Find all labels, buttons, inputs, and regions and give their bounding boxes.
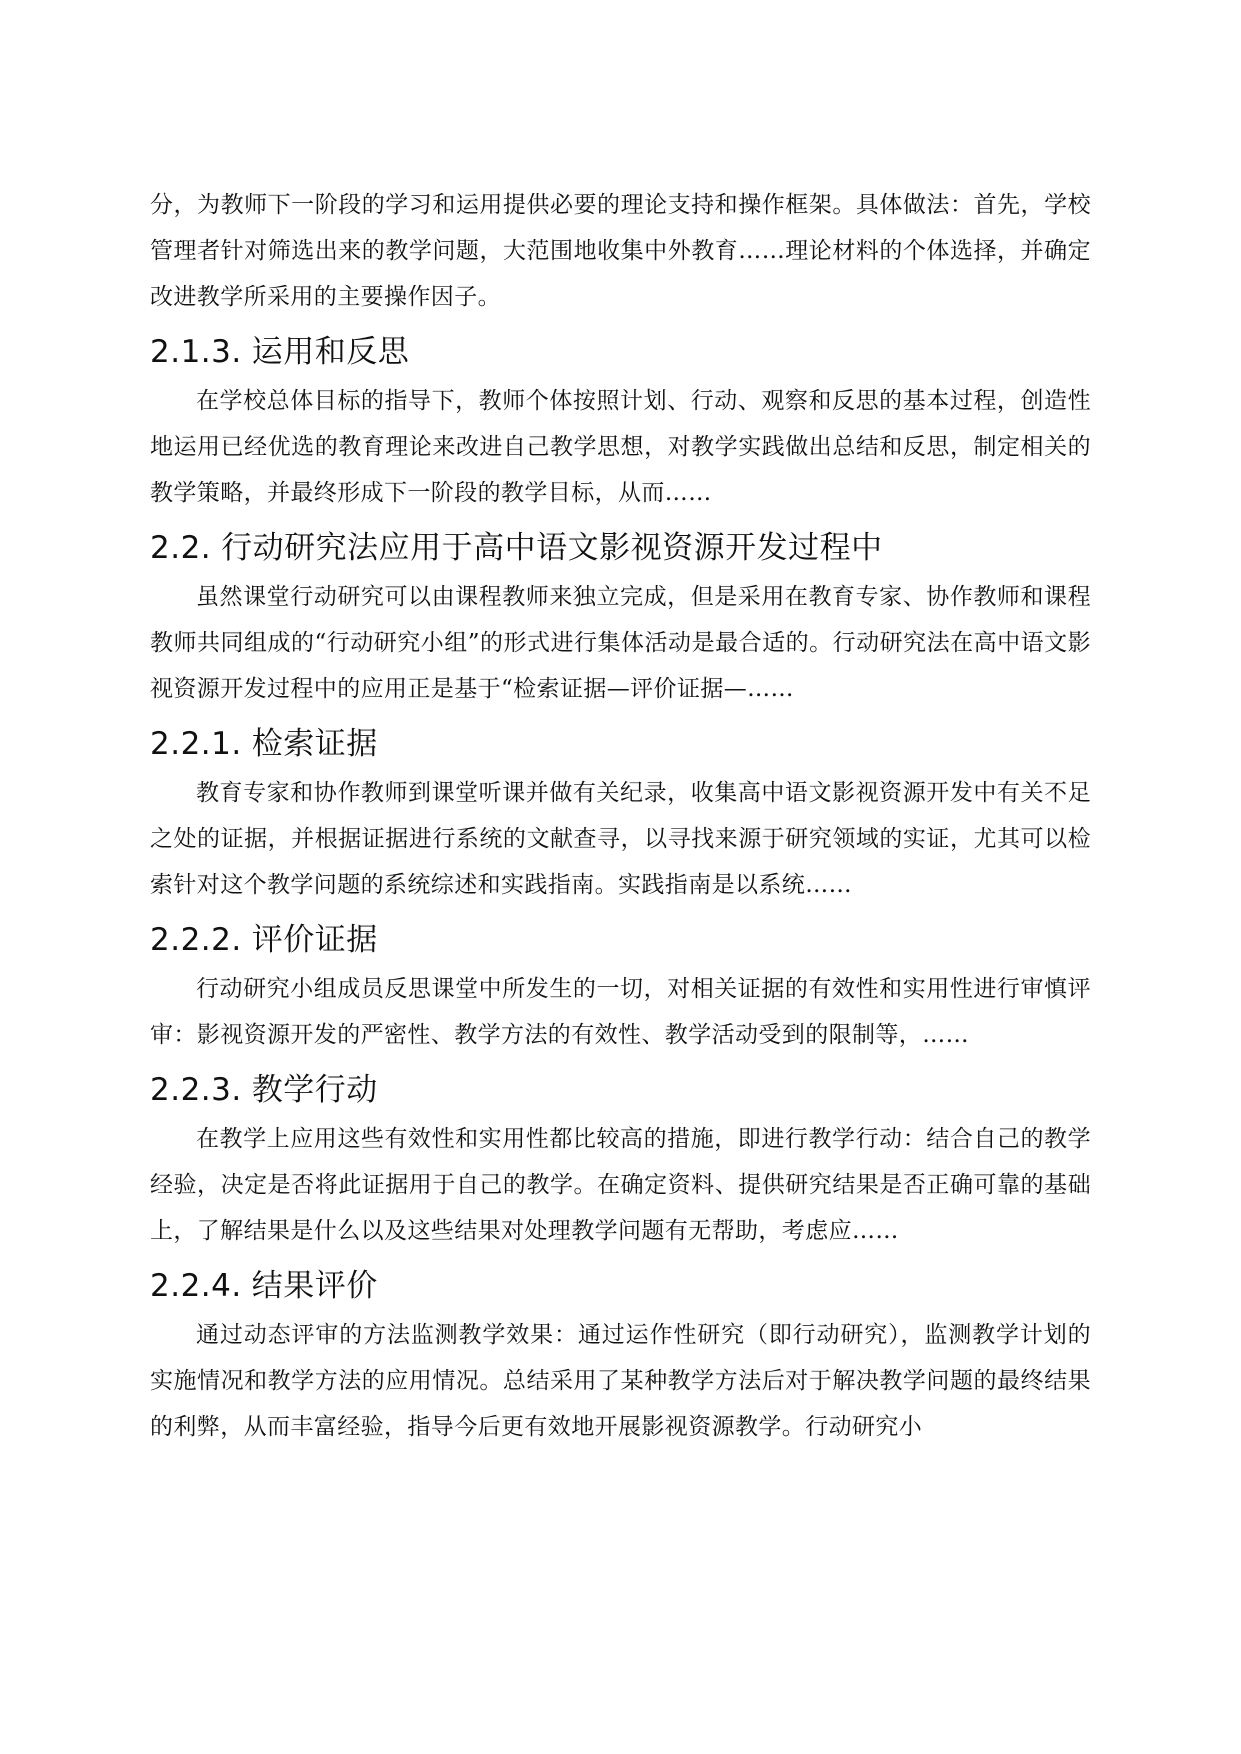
heading-title: 行动研究法应用于高中语文影视资源开发过程中 [221,530,883,566]
heading-2-2-2 [150,914,1091,966]
document-page [150,182,1091,1450]
heading-2-2 [150,522,1091,574]
heading-number: 2.2. [150,530,212,566]
heading-2-2-3 [150,1064,1091,1116]
paragraph-intro-continuation: 分，为教师下一阶段的学习和运用提供必要的理论支持和操作框架。具体做法：首先，学校管理者针对筛选出来的教学问题，大范围地收集中外教育……理论材料的个体选择，并确定改进教学所采用的主要操作因子。 [150,192,1091,310]
paragraph-apply-reflect: 在学校总体目标的指导下，教师个体按照计划、行动、观察和反思的基本过程，创造性地运用已经优选的教育理论来改进自己教学思想，对教学实践做出总结和反思，制定相关的教学策略，并最终形成下一阶段的教学目标，从而…… [150,388,1091,506]
heading-number: 2.1.3. [150,334,242,370]
heading-title: 教学行动 [251,1072,378,1108]
heading-title: 检索证据 [251,726,378,762]
paragraph-search-evidence: 教育专家和协作教师到课堂听课并做有关纪录，收集高中语文影视资源开发中有关不足之处的证据，并根据证据进行系统的文献查寻，以寻找来源于研究领域的实证，尤其可以检索针对这个教学问题的系统综述和实践指南。实践指南是以系统…… [150,780,1091,898]
heading-number: 2.2.2. [150,922,242,958]
heading-number: 2.2.4. [150,1268,242,1304]
paragraph-result-evaluation: 通过动态评审的方法监测教学效果：通过运作性研究（即行动研究），监测教学计划的实施情况和教学方法的应用情况。总结采用了某种教学方法后对于解决教学问题的最终结果的利弊，从而丰富经验，指导今后更有效地开展影视资源教学。行动研究小 [150,1322,1091,1440]
heading-2-2-4 [150,1260,1091,1312]
paragraph-evaluate-evidence: 行动研究小组成员反思课堂中所发生的一切，对相关证据的有效性和实用性进行审慎评审：影视资源开发的严密性、教学方法的有效性、教学活动受到的限制等，…… [150,976,1091,1048]
heading-title: 运用和反思 [251,334,410,370]
heading-2-1-3 [150,326,1091,378]
heading-2-2-1 [150,718,1091,770]
paragraph-action-research: 虽然课堂行动研究可以由课程教师来独立完成，但是采用在教育专家、协作教师和课程教师共同组成的“行动研究小组”的形式进行集体活动是最合适的。行动研究法在高中语文影视资源开发过程中的应用正是基于“检索证据—评价证据—…… [150,584,1091,702]
paragraph-teaching-action: 在教学上应用这些有效性和实用性都比较高的措施，即进行教学行动：结合自己的教学经验，决定是否将此证据用于自己的教学。在确定资料、提供研究结果是否正确可靠的基础上，了解结果是什么以及这些结果对处理教学问题有无帮助，考虑应…… [150,1126,1091,1244]
heading-title: 评价证据 [251,922,378,958]
heading-number: 2.2.1. [150,726,242,762]
heading-number: 2.2.3. [150,1072,242,1108]
heading-title: 结果评价 [251,1268,378,1304]
